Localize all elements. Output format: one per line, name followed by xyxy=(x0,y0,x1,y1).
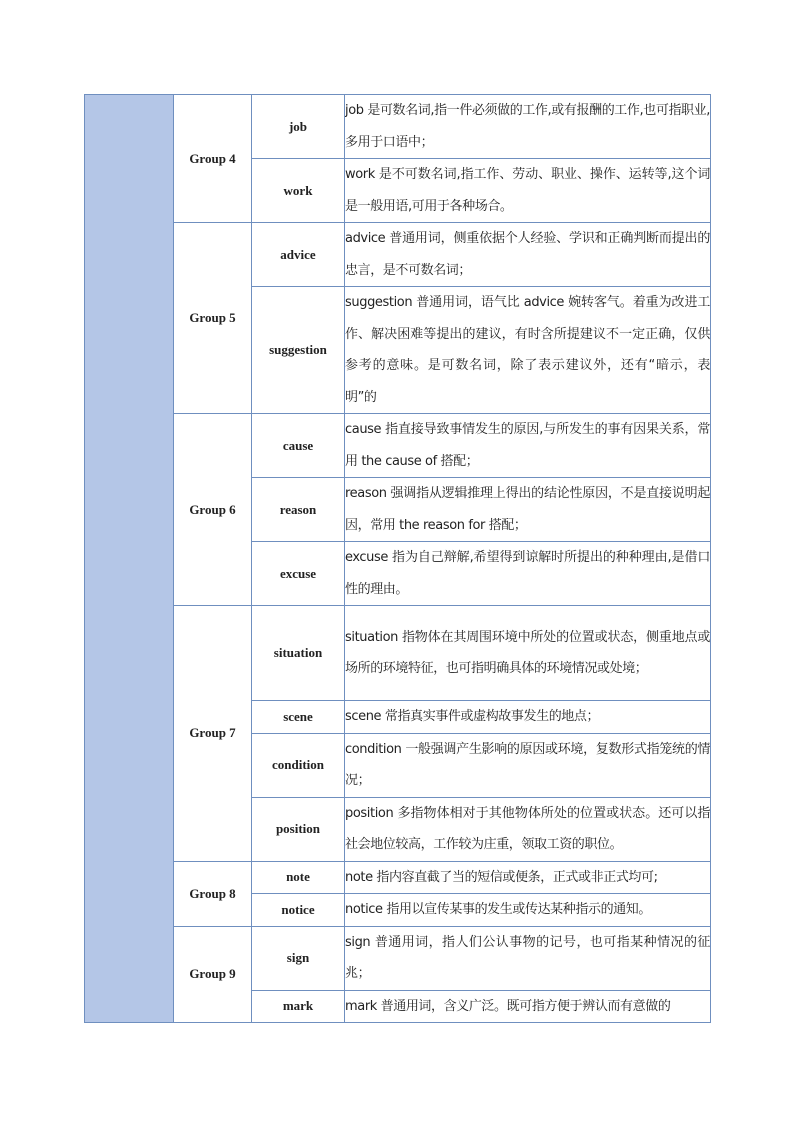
definition-cell xyxy=(345,894,711,927)
side-label-column xyxy=(85,95,174,1023)
word-cell: sign xyxy=(252,926,345,990)
table-row xyxy=(85,223,711,287)
word-cell: job xyxy=(252,95,345,159)
word-cell: notice xyxy=(252,894,345,927)
group-label: Group 4 xyxy=(174,95,252,223)
table-row xyxy=(85,414,711,478)
definition-cell xyxy=(345,159,711,223)
definition-text: sign 普通用词，指人们公认事物的记号，也可指某种情况的征兆； xyxy=(345,934,710,981)
vocabulary-comparison-table xyxy=(84,94,711,1023)
definition-text: scene 常指真实事件或虚构故事发生的地点； xyxy=(345,709,600,724)
word-cell: work xyxy=(252,159,345,223)
table-row xyxy=(85,861,711,894)
definition-cell xyxy=(345,733,711,797)
word-cell: situation xyxy=(252,606,345,701)
definition-text: reason 强调指从逻辑推理上得出的结论性原因，不是直接说明起因，常用 the reason for 搭配； xyxy=(345,486,710,533)
word-cell: scene xyxy=(252,701,345,734)
word-cell: advice xyxy=(252,223,345,287)
definition-text: situation 指物体在其周围环境中所处的位置或状态，侧重地点或场所的环境特征，也可指明确具体的环境情况或处境； xyxy=(345,629,710,676)
definition-cell xyxy=(345,606,711,701)
word-cell: excuse xyxy=(252,542,345,606)
definition-text: notice 指用以宣传某事的发生或传达某种指示的通知。 xyxy=(345,902,651,917)
definition-cell xyxy=(345,861,711,894)
word-cell: position xyxy=(252,797,345,861)
definition-text: position 多指物体相对于其他物体所处的位置或状态。还可以指社会地位较高，工作较为庄重，领取工资的职位。 xyxy=(345,805,710,852)
definition-cell xyxy=(345,701,711,734)
definition-text: condition 一般强调产生影响的原因或环境，复数形式指笼统的情况； xyxy=(345,741,710,788)
word-cell: condition xyxy=(252,733,345,797)
definition-text: cause 指直接导致事情发生的原因,与所发生的事有因果关系，常用 the cause of 搭配； xyxy=(345,422,710,469)
definition-text: excuse 指为自己辩解,希望得到谅解时所提出的种种理由,是借口性的理由。 xyxy=(345,550,710,597)
definition-cell xyxy=(345,542,711,606)
table-row xyxy=(85,926,711,990)
table-row xyxy=(85,606,711,701)
group-label: Group 5 xyxy=(174,223,252,414)
definition-text: job 是可数名词,指一件必须做的工作,或有报酬的工作,也可指职业,多用于口语中； xyxy=(345,103,710,150)
definition-text: advice 普通用词，侧重依据个人经验、学识和正确判断而提出的忠言，是不可数名词； xyxy=(345,231,710,278)
group-label: Group 6 xyxy=(174,414,252,606)
group-label: Group 9 xyxy=(174,926,252,1023)
definition-cell xyxy=(345,926,711,990)
definition-text: mark 普通用词，含义广泛。既可指方便于辨认而有意做的 xyxy=(345,998,671,1014)
definition-cell xyxy=(345,990,711,1023)
definition-cell xyxy=(345,478,711,542)
definition-text: work 是不可数名词,指工作、劳动、职业、操作、运转等,这个词是一般用语,可用于各种场合。 xyxy=(345,167,710,214)
definition-cell xyxy=(345,797,711,861)
definition-cell xyxy=(345,95,711,159)
table-row xyxy=(85,95,711,159)
word-cell: note xyxy=(252,861,345,894)
definition-cell xyxy=(345,414,711,478)
word-cell: suggestion xyxy=(252,287,345,414)
group-label: Group 7 xyxy=(174,606,252,862)
definition-text: suggestion 普通用词，语气比 advice 婉转客气。着重为改进工作、解决困难等提出的建议，有时含所提建议不一定正确，仅供参考的意味。是可数名词，除了表示建议外，还有“暗示，表明”的 xyxy=(345,295,710,405)
word-cell: reason xyxy=(252,478,345,542)
definition-cell xyxy=(345,223,711,287)
definition-text: note 指内容直截了当的短信或便条，正式或非正式均可; xyxy=(345,869,658,885)
word-cell: mark xyxy=(252,990,345,1023)
definition-cell xyxy=(345,287,711,414)
group-label: Group 8 xyxy=(174,861,252,926)
word-cell: cause xyxy=(252,414,345,478)
